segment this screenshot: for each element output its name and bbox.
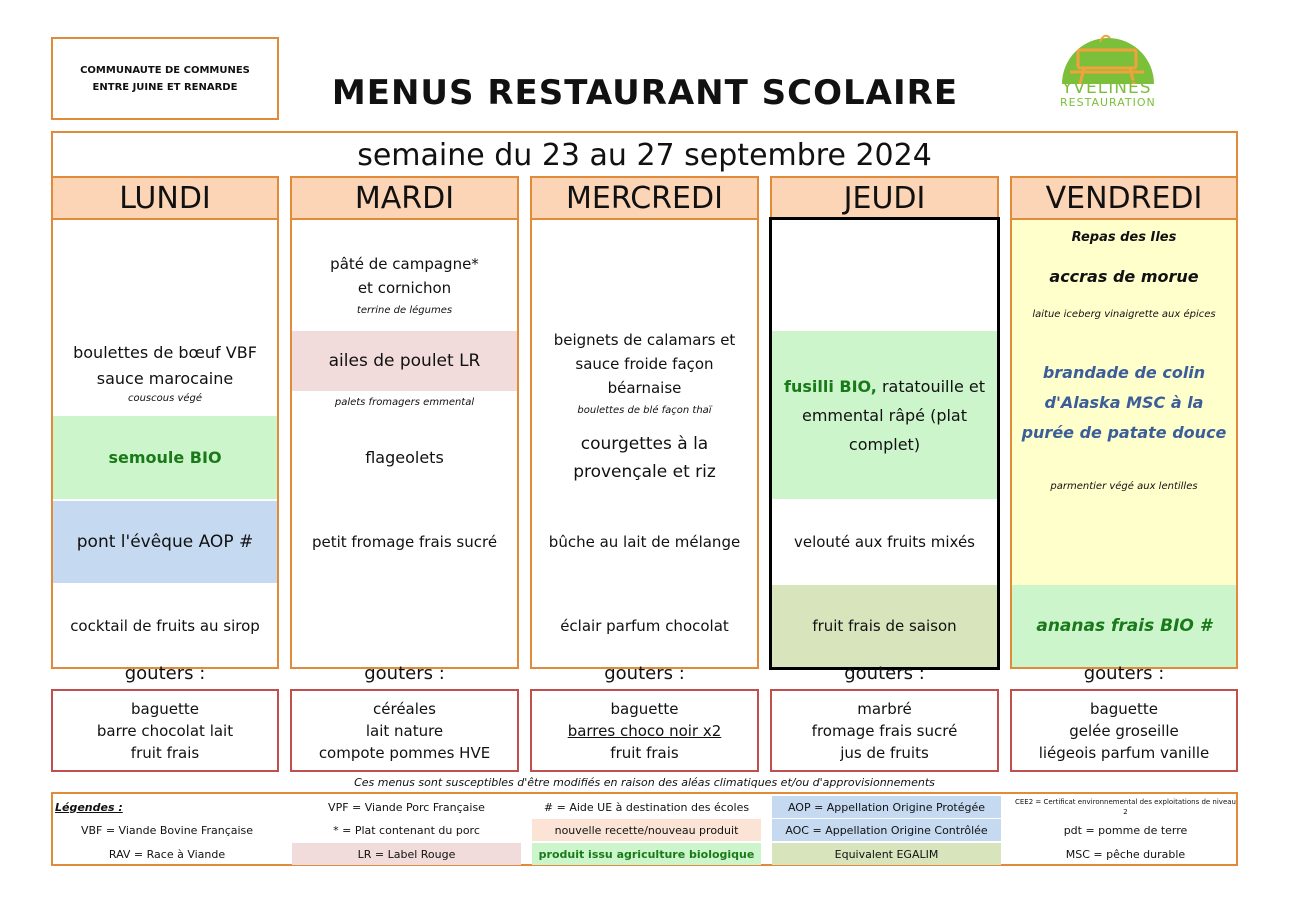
main-rest-part: ratatouille et emmental râpé (plat complet): [802, 376, 985, 454]
gouter-item: fromage frais sucré: [811, 721, 958, 740]
legend-pdt: pdt = pomme de terre: [1063, 823, 1188, 837]
legend-new: nouvelle recette/nouveau produit: [532, 819, 761, 841]
logo: [1040, 28, 1170, 114]
main-dish-alt-text: palets fromagers emmental: [334, 397, 475, 408]
main-dish: [292, 331, 517, 391]
main-bio-part: fusilli BIO,: [784, 376, 877, 396]
gouter-vendredi: [1010, 689, 1238, 772]
gouter-item: barre chocolat lait: [96, 721, 234, 740]
day-column-mercredi: [530, 220, 759, 669]
gouter-item: barres choco noir x2: [567, 721, 722, 740]
dairy-text: bûche au lait de mélange: [548, 533, 741, 551]
main-dish: [1012, 358, 1236, 448]
theme-text: Repas des Iles: [1071, 229, 1177, 245]
jeudi-highlight-frame: [769, 217, 1000, 670]
day-name: JEUDI: [843, 180, 926, 216]
disclaimer-text: Ces menus sont susceptibles d'être modifiés en raison des aléas climatiques et/ou d'approvisionnements: [354, 775, 935, 789]
gouter-item: baguette: [131, 699, 199, 718]
starter: [292, 242, 517, 328]
dairy-text: petit fromage frais sucré: [311, 533, 498, 551]
dessert-text: cocktail de fruits au sirop: [70, 617, 260, 635]
dessert-text: éclair parfum chocolat: [560, 617, 729, 635]
side-dish-text: semoule BIO: [108, 447, 222, 467]
starter: [1012, 262, 1236, 290]
legend-rav: RAV = Race à Viande: [108, 847, 226, 861]
day-header-mercredi: [530, 176, 759, 220]
dessert-text: fruit frais de saison: [812, 617, 957, 635]
day-column-vendredi: [1010, 220, 1238, 669]
gouter-mardi: [290, 689, 519, 772]
gouter-item: fruit frais: [130, 743, 200, 762]
gouter-label: gouters :: [844, 663, 925, 684]
main-dish-alt-text: parmentier végé aux lentilles: [1050, 481, 1198, 492]
main-dish: [53, 333, 277, 413]
side-dish-text: flageolets: [365, 447, 444, 467]
gouter-lundi: [51, 689, 279, 772]
main-dish-alt: [1012, 478, 1236, 496]
week-text: semaine du 23 au 27 septembre 2024: [357, 138, 932, 173]
dessert-text: ananas frais BIO #: [1036, 616, 1212, 636]
gouter-mercredi: [530, 689, 759, 772]
main-dish-alt: [292, 393, 517, 413]
starter-text: accras de morue: [1049, 266, 1199, 286]
gouter-jeudi: [770, 689, 999, 772]
gouter-item: baguette: [610, 699, 679, 718]
gouter-label: gouters :: [1083, 663, 1165, 684]
main-dish: [532, 331, 757, 416]
main-dish-text: ailes de poulet LR: [328, 351, 481, 371]
side-dish: [53, 416, 277, 499]
side-dish: [292, 416, 517, 499]
theme: [1012, 226, 1236, 248]
dairy-text: velouté aux fruits mixés: [793, 533, 975, 551]
gouter-label: gouters :: [604, 663, 685, 684]
day-name: MERCREDI: [566, 180, 723, 216]
legend-lr: LR = Label Rouge: [292, 843, 521, 865]
dairy-text: pont l'évêque AOP #: [76, 532, 254, 552]
day-column-lundi: [51, 220, 279, 669]
legend: [51, 792, 1238, 866]
dairy: [292, 501, 517, 583]
gouter-label: gouters :: [364, 663, 445, 684]
dessert: [1012, 585, 1236, 667]
dairy: [532, 501, 757, 583]
gouter-item: liégeois parfum vanille: [1038, 743, 1210, 762]
gouter-item: fruit frais: [610, 743, 679, 762]
gouter-item: baguette: [1090, 699, 1158, 718]
starter-alt-text: laitue iceberg vinaigrette aux épices: [1032, 309, 1216, 320]
week-banner: [51, 131, 1238, 178]
legend-vbf: VBF = Viande Bovine Française: [80, 823, 254, 837]
legend-title: Légendes :: [55, 800, 123, 814]
day-name: MARDI: [354, 180, 455, 216]
community-box: [51, 37, 279, 120]
dairy: [53, 501, 277, 583]
dessert: [53, 585, 277, 667]
gouter-item: marbré: [857, 699, 912, 718]
dessert: [532, 585, 757, 667]
legend-vpf: VPF = Viande Porc Française: [328, 800, 485, 814]
gouter-item: lait nature: [365, 721, 444, 740]
legend-aop: AOP = Appellation Origine Protégée: [772, 796, 1001, 818]
gouter-item: céréales: [373, 699, 436, 718]
logo-text-2: RESTAURATION: [1060, 96, 1156, 109]
legend-cee2: CEE2 = Certificat environnemental des exploitations de niveau 2: [1015, 798, 1236, 816]
starter-alt: [1012, 306, 1236, 324]
starter-alt: terrine de légumes: [356, 305, 453, 316]
disclaimer: [51, 773, 1238, 791]
legend-msc: MSC = pêche durable: [1065, 847, 1186, 861]
main-dish-text: brandade de colin d'Alaska MSC à la purée de patate douce: [1021, 363, 1227, 442]
side-dish: [532, 416, 757, 499]
day-header-vendredi: [1010, 176, 1238, 220]
legend-aoc: AOC = Appellation Origine Contrôlée: [772, 819, 1001, 841]
side-dish-text: courgettes à la provençale et riz: [573, 433, 716, 482]
day-header-mardi: [290, 176, 519, 220]
starter-text: pâté de campagne* et cornichon: [330, 255, 479, 297]
legend-bio: produit issu agriculture biologique: [532, 843, 761, 865]
gouter-item: gelée groseille: [1069, 721, 1179, 740]
day-header-lundi: [51, 176, 279, 220]
gouter-item: jus de fruits: [840, 743, 929, 762]
community-name: COMMUNAUTE DE COMMUNES ENTRE JUINE ET RENARDE: [80, 64, 250, 93]
page-title: [300, 70, 990, 116]
gouter-item: compote pommes HVE: [318, 743, 491, 762]
day-name: VENDREDI: [1045, 180, 1203, 216]
main-dish-alt: couscous végé: [127, 393, 203, 404]
day-column-mardi: [290, 220, 519, 669]
legend-egalim: Equivalent EGALIM: [772, 843, 1001, 865]
main-dish-alt: boulettes de blé façon thaï: [577, 405, 712, 416]
logo-text-1: YVELINES: [1062, 78, 1152, 98]
day-name: LUNDI: [119, 180, 211, 216]
main-dish-text: boulettes de bœuf VBF sauce marocaine: [73, 343, 257, 388]
gouter-label: gouters :: [124, 663, 206, 684]
main-dish-text: beignets de calamars et sauce froide façon béarnaise: [553, 331, 736, 397]
legend-ue: # = Aide UE à destination des écoles: [543, 800, 750, 814]
legend-porc: * = Plat contenant du porc: [333, 823, 480, 837]
day-header-jeudi: [770, 176, 999, 220]
page-title-text: MENUS RESTAURANT SCOLAIRE: [331, 73, 959, 113]
